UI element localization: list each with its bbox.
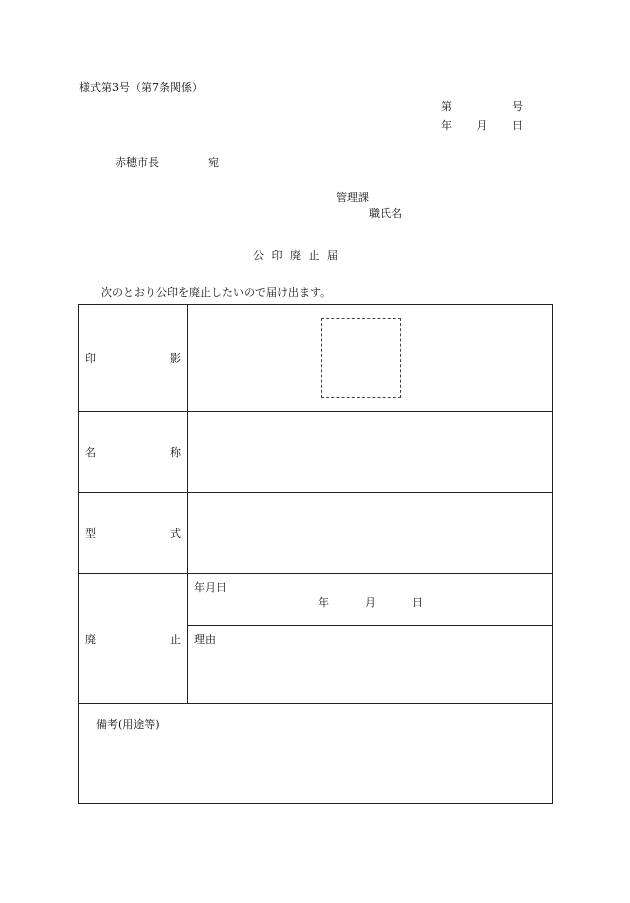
doc-number-prefix: 第 <box>441 100 452 113</box>
addressee-honorific: 宛 <box>208 156 219 169</box>
name-row <box>79 412 553 493</box>
intro-text: 次のとおり公印を廃止したいので届け出ます。 <box>101 286 332 299</box>
abolition-date-row <box>79 574 553 626</box>
abolition-label-char-1: 廃 <box>85 632 96 646</box>
name-field[interactable] <box>188 412 553 493</box>
seal-label-char-2: 影 <box>170 352 181 365</box>
type-field[interactable] <box>188 493 553 574</box>
date-month: 月 <box>476 119 488 132</box>
seal-row <box>79 305 553 412</box>
name-label-cell <box>79 412 188 493</box>
name-label-char-1: 名 <box>85 446 96 459</box>
document-number <box>441 101 523 112</box>
type-label-char-1: 型 <box>85 527 96 540</box>
type-row <box>79 493 553 574</box>
date-line <box>441 120 523 131</box>
form-number: 様式第3号（第7条関係） <box>79 81 203 94</box>
abolition-date-month: 月 <box>365 596 376 609</box>
abolition-reason-field[interactable] <box>188 626 553 704</box>
type-label-cell <box>79 493 188 574</box>
date-year: 年 <box>441 119 452 132</box>
date-day: 日 <box>512 119 523 132</box>
sender-position-name: 職氏名 <box>369 207 402 220</box>
abolition-label-cell <box>79 574 188 704</box>
abolition-reason-label: 理由 <box>194 633 216 646</box>
document-title: 公 印 廃 止 届 <box>253 249 340 262</box>
seal-label-char-1: 印 <box>85 352 96 365</box>
doc-number-suffix: 号 <box>512 100 523 113</box>
sender-department: 管理課 <box>336 191 369 204</box>
name-label-char-2: 称 <box>170 446 181 459</box>
abolition-label-char-2: 止 <box>170 632 181 646</box>
type-label-char-2: 式 <box>170 527 181 540</box>
addressee-name: 赤穂市長 <box>115 156 159 169</box>
abolition-date-day: 日 <box>412 596 423 609</box>
remarks-label: 備考(用途等) <box>96 718 160 731</box>
seal-label-cell <box>79 305 188 412</box>
seal-stamp-box <box>321 318 401 398</box>
abolition-date-label: 年月日 <box>194 581 227 594</box>
abolition-date-year: 年 <box>318 596 329 609</box>
